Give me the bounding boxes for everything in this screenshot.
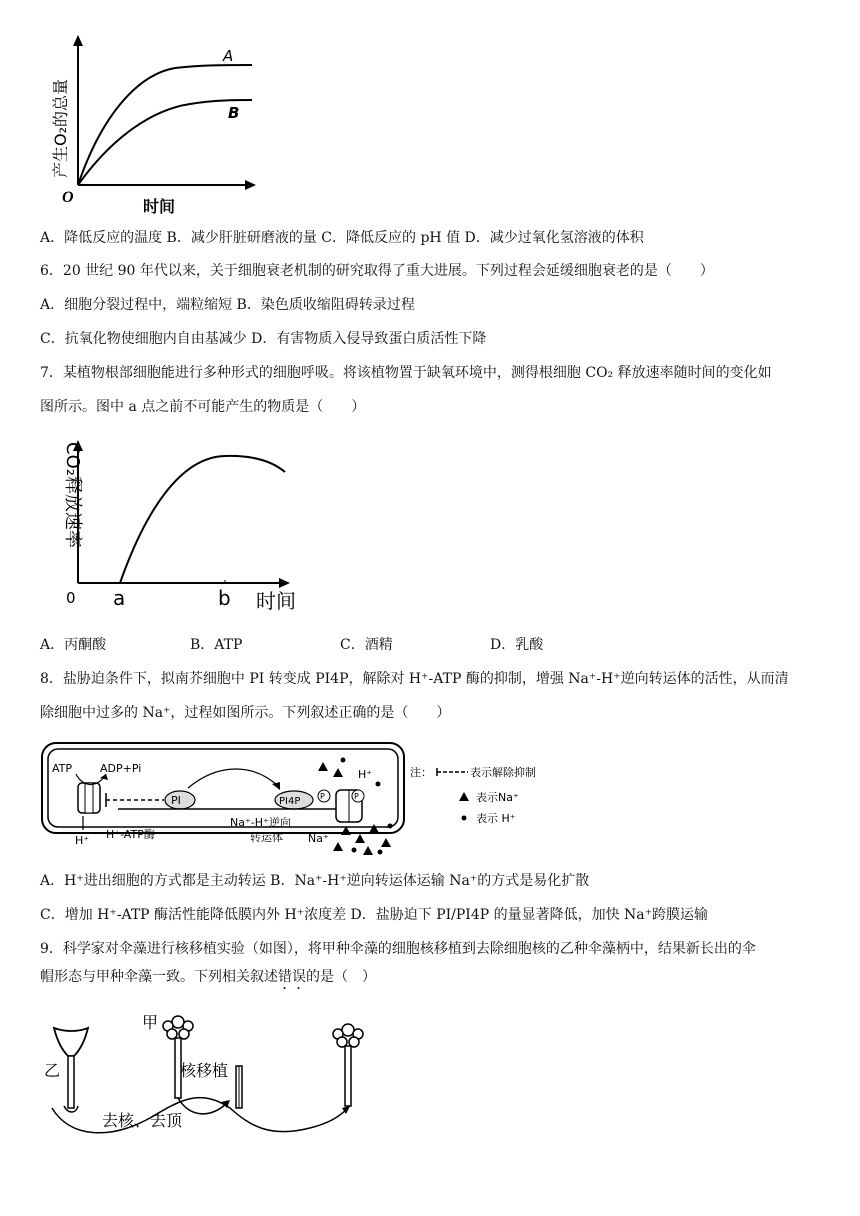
q9-path xyxy=(52,1098,348,1133)
q9-stem-pre: 帽形态与甲种伞藻一致。下列相关叙述 xyxy=(40,969,278,985)
q7-y-label: CO₂释放速率 xyxy=(62,442,83,548)
q8-pi4p-label: PI4P xyxy=(279,796,301,807)
q8-note-text: 表示解除抑制 xyxy=(470,766,536,779)
q8-options-line1: A．H⁺进出细胞的方式都是主动转运 B．Na⁺-H⁺逆向转运体运输 Na⁺的方式是易化扩散 xyxy=(40,873,590,889)
q8-p-right-label: P xyxy=(354,792,359,801)
q8-pi-to-pi4p-arrow xyxy=(188,769,278,788)
na-ion xyxy=(369,824,379,833)
q9-transfer-label: 核移植 xyxy=(180,1061,229,1080)
q7-stem-line2: 图所示。图中 a 点之前不可能产生的物质是（ ） xyxy=(40,399,366,415)
q7-curve xyxy=(120,456,285,583)
q8-enzyme-label: H⁺-ATP酶 xyxy=(106,828,155,841)
h-ion xyxy=(341,758,346,763)
q5-y-label: 产生O₂的总量 xyxy=(51,78,70,178)
q5-figure xyxy=(40,30,270,220)
q7-option-c: C．酒精 xyxy=(340,637,393,653)
na-ion xyxy=(333,842,343,851)
q8-h-out-label: H⁺ xyxy=(75,834,90,847)
q7-stem-line1: 7．某植物根部细胞能进行多种形式的细胞呼吸。将该植物置于缺氧环境中，测得根细胞 CO₂ 释放速率随时间的变化如 xyxy=(40,365,772,381)
q8-stem-line1: 8．盐胁迫条件下，拟南芥细胞中 PI 转变成 PI4P，解除对 H⁺-ATP 酶的抑制，增强 Na⁺-H⁺逆向转运体的活性，从而清 xyxy=(40,671,789,687)
q8-atpase-pump-inner xyxy=(85,783,93,813)
na-ion xyxy=(333,768,343,777)
q8-na-label: Na⁺ xyxy=(308,832,329,845)
q7-option-a: A．丙酮酸 xyxy=(40,637,107,653)
q6-options-line1: A．细胞分裂过程中，端粒缩短 B．染色质收缩阻碍转录过程 xyxy=(40,297,415,313)
q8-antiporter-label-1: Na⁺-H⁺逆向 xyxy=(230,816,291,829)
na-ion xyxy=(381,838,391,847)
q9-stem-post: 的是（ ） xyxy=(306,969,376,985)
q7-figure xyxy=(40,432,320,618)
q8-legend-h-symbol xyxy=(462,816,467,821)
q9-stem-emphasis: 错误 xyxy=(278,969,306,985)
q9-figure xyxy=(40,1008,420,1148)
q5-x-arrow xyxy=(245,180,256,190)
q8-legend-na: 表示Na⁺ xyxy=(476,791,519,804)
q7-x-arrow xyxy=(279,578,290,588)
q9-stem-line2 xyxy=(40,968,376,993)
q6-stem: 6．20 世纪 90 年代以来，关于细胞衰老机制的研究取得了重大进展。下列过程会延缓细胞衰老的是（ ） xyxy=(40,263,714,279)
q8-note-prefix: 注： xyxy=(410,766,432,779)
q5-curve-a xyxy=(78,65,252,185)
q8-adp-label: ADP+Pi xyxy=(100,762,142,775)
q9-remove-label: 去核、去顶 xyxy=(102,1111,183,1130)
q9-jia-label: 甲 xyxy=(142,1013,159,1032)
q5-x-label: 时间 xyxy=(143,197,176,216)
h-ion xyxy=(352,848,357,853)
q7-label-a: a xyxy=(113,586,126,610)
q8-stem-line2: 除细胞中过多的 Na⁺，过程如图所示。下列叙述正确的是（ ） xyxy=(40,705,451,721)
na-ion xyxy=(363,846,373,855)
q8-options-line2: C．增加 H⁺-ATP 酶活性能降低膜内外 H⁺浓度差 D．盐胁迫下 PI/PI4P 的量显著降低，加快 Na⁺跨膜运输 xyxy=(40,907,709,923)
q7-option-d: D．乳酸 xyxy=(490,637,544,653)
q5-y-arrow xyxy=(73,35,83,46)
q9-result-cap xyxy=(333,1024,363,1047)
h-ion xyxy=(388,824,393,829)
h-ion xyxy=(376,782,381,787)
q8-figure xyxy=(38,738,598,856)
q8-pi-to-pi4p-head xyxy=(272,782,280,790)
q8-legend-h: 表示 H⁺ xyxy=(476,812,516,825)
q7-x-label: 时间 xyxy=(256,589,296,613)
h-ion xyxy=(378,850,383,855)
q5-label-b: B xyxy=(228,104,240,122)
q5-curve-b xyxy=(78,100,252,185)
q9-stem-line1: 9．科学家对伞藻进行核移植实验（如图），将甲种伞藻的细胞核移植到去除细胞核的乙种伞藻柄中，结果新长出的伞 xyxy=(40,941,756,957)
na-ion xyxy=(355,834,365,843)
q8-pi-label: PI xyxy=(171,794,181,807)
q8-p-left-label: P xyxy=(320,792,325,801)
q9-yi-cap xyxy=(54,1028,88,1056)
q8-antiporter-label-2: 转运体 xyxy=(250,831,283,844)
q7-option-b: B．ATP xyxy=(190,637,243,653)
q8-atp-label: ATP xyxy=(52,762,73,775)
q9-yi-stalk xyxy=(68,1056,74,1108)
q8-legend-na-symbol xyxy=(459,792,469,801)
q5-options: A．降低反应的温度 B．减少肝脏研磨液的量 C．降低反应的 pH 值 D．减少过氧化氢溶液的体积 xyxy=(40,230,644,246)
q7-label-b: b xyxy=(218,586,231,610)
q9-result-stalk xyxy=(345,1046,351,1106)
q5-label-a: A xyxy=(223,47,234,65)
na-ion xyxy=(318,762,328,771)
q6-options-line2: C．抗氧化物使细胞内自由基减少 D．有害物质入侵导致蛋白质活性下降 xyxy=(40,331,487,347)
q7-origin: 0 xyxy=(66,589,76,607)
q8-h-top-label: H⁺ xyxy=(358,768,373,781)
q9-jia-cap xyxy=(163,1016,193,1039)
q5-origin: O xyxy=(62,189,74,206)
q9-yi-label: 乙 xyxy=(44,1061,61,1080)
